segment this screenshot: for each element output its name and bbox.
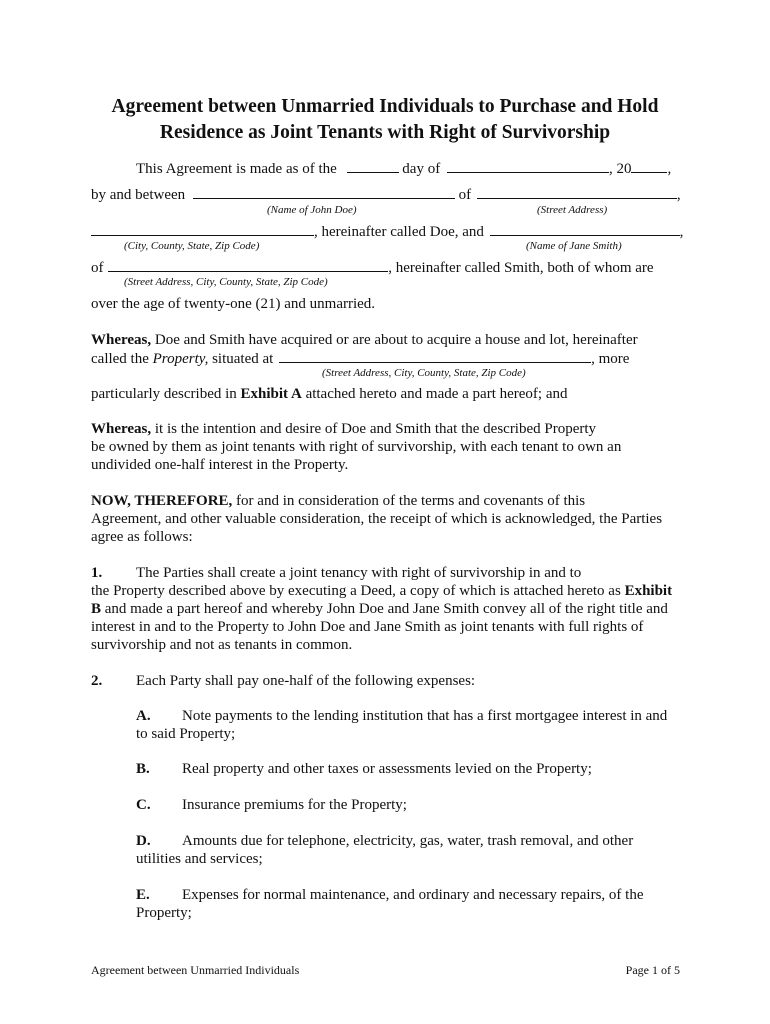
intro-doe-line: , hereinafter called Doe, and , (91, 222, 683, 241)
item-b-letter: B. (136, 761, 150, 777)
whereas2-text1: it is the intention and desire of Doe and Smith that the described Property (151, 421, 597, 437)
whereas1-bold: Whereas, (91, 332, 152, 348)
caption-property-address: (Street Address, City, County, State, Zip Code) (322, 367, 526, 379)
whereas1-text2b: situated at (208, 351, 274, 367)
property-address-blank[interactable] (279, 349, 591, 363)
section1-line5: survivorship and not as tenants in common. (91, 637, 353, 653)
caption-street: (Street Address) (537, 204, 608, 216)
section1-exhibit-word: Exhibit (624, 583, 673, 599)
page-number: Page 1 of 5 (625, 963, 680, 977)
therefore-line1 (91, 492, 585, 510)
caption-john-name: (Name of John Doe) (267, 204, 357, 216)
whereas1-text2a: called the (91, 351, 153, 367)
whereas1-text3a: particularly described in (91, 386, 241, 402)
document-title (0, 94, 770, 146)
whereas1-exhibit: Exhibit A (240, 386, 302, 402)
therefore-line2: Agreement, and other valuable consideration, the receipt of which is acknowledged, the Parties (91, 511, 663, 527)
caption-street-full: (Street Address, City, County, State, Zip Code) (124, 276, 328, 288)
item-a-letter: A. (136, 708, 151, 724)
item-c-line1: Insurance premiums for the Property; (182, 797, 407, 813)
therefore-text1: for and in consideration of the terms and covenants of this (232, 493, 586, 509)
caption-city: (City, County, State, Zip Code) (124, 240, 260, 252)
whereas1-line1 (91, 331, 638, 349)
whereas2-line3: undivided one-half interest in the Property. (91, 457, 349, 473)
intro-called-smith: , hereinafter called Smith, both of whom are (388, 260, 654, 276)
section2-number: 2. (91, 673, 103, 689)
whereas1-more: , more (591, 351, 630, 367)
caption-jane-name: (Name of Jane Smith) (526, 240, 622, 252)
section1-line2 (91, 582, 672, 600)
item-d-letter: D. (136, 833, 151, 849)
john-name-blank[interactable] (193, 185, 455, 199)
section2-text: Each Party shall pay one-half of the following expenses: (136, 673, 476, 689)
item-b-line1: Real property and other taxes or assessments levied on the Property; (182, 761, 592, 777)
therefore-line3: agree as follows: (91, 529, 193, 545)
item-c-letter: C. (136, 797, 151, 813)
year-blank[interactable] (631, 159, 667, 173)
title-line-2: Residence as Joint Tenants with Right of Survivorship (159, 122, 611, 143)
month-blank[interactable] (447, 159, 609, 173)
item-a-line2: to said Property; (136, 726, 236, 742)
whereas1-text3b: attached hereto and made a part hereof; and (301, 386, 568, 402)
section1-text2a: the Property described above by executing a Deed, a copy of which is attached hereto as (91, 583, 625, 599)
item-d-line1: Amounts due for telephone, electricity, gas, water, trash removal, and other (182, 833, 634, 849)
whereas1-line2 (91, 349, 629, 368)
intro-made-as-of: This Agreement is made as of the (136, 161, 337, 177)
whereas1-property: Property, (152, 351, 209, 367)
whereas1-text1: Doe and Smith have acquired or are about to acquire a house and lot, hereinafter (151, 332, 638, 348)
whereas2-bold: Whereas, (91, 421, 152, 437)
section1-line1: The Parties shall create a joint tenancy with right of survivorship in and to (136, 565, 582, 581)
intro-age-line: over the age of twenty-one (21) and unmarried. (91, 296, 376, 312)
item-e-line2: Property; (136, 905, 192, 921)
intro-smith-line (91, 258, 654, 277)
intro-parties-line: by and between of , (91, 187, 681, 203)
whereas2-line2: be owned by them as joint tenants with right of survivorship, with each tenant to own an (91, 439, 622, 455)
intro-of: of (458, 187, 472, 203)
item-d-line2: utilities and services; (136, 851, 263, 867)
john-street-blank[interactable] (477, 185, 677, 199)
section1-text3: and made a part hereof and whereby John Doe and Jane Smith convey all of the right title and (101, 601, 668, 617)
intro-called-doe: , hereinafter called Doe, and (314, 224, 484, 240)
section1-exhibit-letter: B (91, 601, 102, 617)
whereas2-line1 (91, 420, 596, 438)
section1-line4: interest in and to the Property to John Doe and Jane Smith as joint tenants with full rights of (91, 619, 644, 635)
jane-name-blank[interactable] (490, 222, 680, 236)
intro-day-of: day of (402, 161, 441, 177)
intro-date-line: This Agreement is made as of the day of , 20 , (136, 161, 672, 177)
john-city-blank[interactable] (91, 222, 314, 236)
section1-number: 1. (91, 565, 103, 581)
jane-address-blank[interactable] (108, 258, 388, 272)
footer-title: Agreement between Unmarried Individuals (91, 963, 300, 977)
intro-by-and-between: by and between (91, 187, 186, 203)
section1-line3 (91, 600, 668, 618)
therefore-bold: NOW, THEREFORE, (91, 493, 233, 509)
title-line-1: Agreement between Unmarried Individuals to Purchase and Hold (111, 96, 659, 117)
intro-of-2: of (91, 260, 104, 276)
item-e-letter: E. (136, 887, 150, 903)
item-e-line1: Expenses for normal maintenance, and ordinary and necessary repairs, of the (182, 887, 644, 903)
day-blank[interactable] (347, 159, 399, 173)
intro-year-prefix: , 20 (608, 161, 632, 177)
item-a-line1: Note payments to the lending institution that has a first mortgagee interest in and (182, 708, 668, 724)
whereas1-line3 (91, 385, 568, 403)
